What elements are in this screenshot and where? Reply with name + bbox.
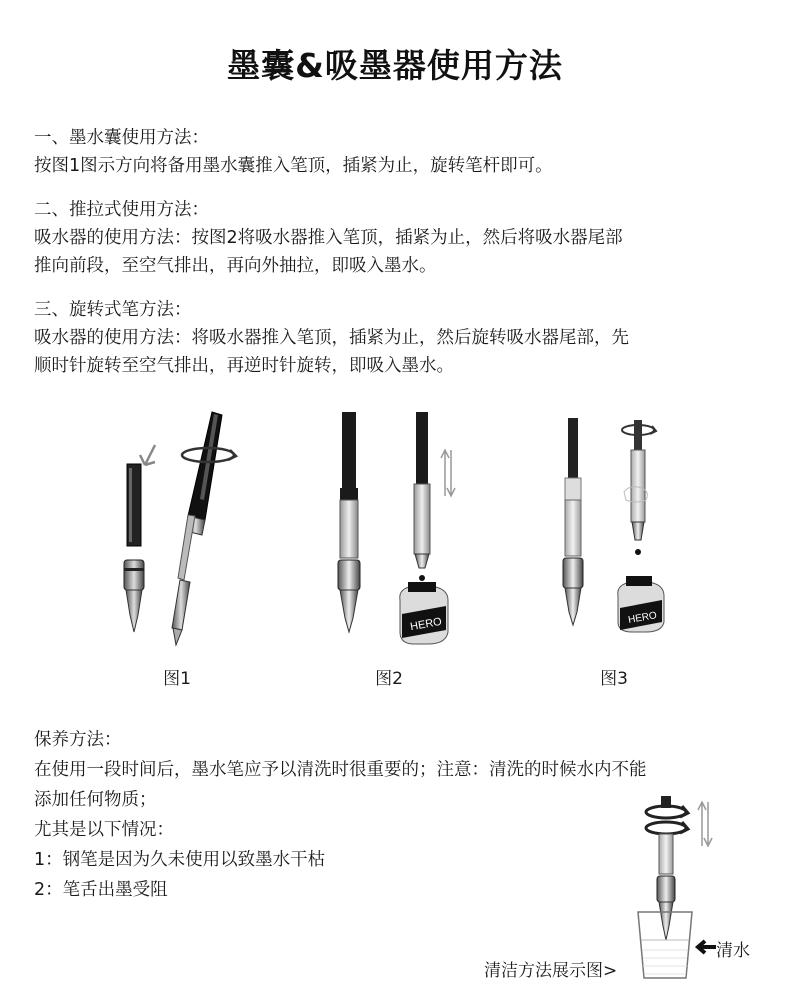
water-label: 清水 [716, 941, 750, 961]
bottle-label: HERO [627, 610, 658, 626]
page-title: 墨囊&吸墨器使用方法 [227, 46, 563, 85]
converter-pen-right [414, 412, 430, 581]
rotate-arrow-icon [646, 822, 688, 834]
ink-cartridge [127, 464, 141, 546]
section-text-line: 推向前段，至空气排出，再向外抽拉，即吸入墨水。 [34, 256, 437, 276]
bottle-label: HERO [409, 615, 443, 634]
section-heading: 二、推拉式使用方法： [34, 200, 209, 220]
up-down-arrow-icon [698, 802, 712, 846]
figure-1-illustration [110, 400, 250, 650]
section-text-line: 吸水器的使用方法：将吸水器推入笔顶，插紧为止，然后旋转吸水器尾部，先 [34, 328, 629, 348]
cleaning-caption: 清洁方法展示图> [484, 961, 618, 981]
section-rotary [34, 296, 629, 380]
figure-3-caption: 图3 [600, 669, 628, 689]
ink-bottle [618, 576, 664, 632]
section-ink-cartridge [34, 124, 553, 180]
converter-pen-right [631, 420, 645, 555]
section-text-line: 吸水器的使用方法：按图2将吸水器推入笔顶，插紧为止，然后将吸水器尾部 [34, 228, 623, 248]
arrow-left-icon [698, 941, 716, 953]
section-text-line: 1：钢笔是因为久未使用以致墨水干枯 [34, 850, 326, 870]
cleaning-illustration [630, 790, 720, 980]
section-heading: 三、旋转式笔方法： [34, 300, 192, 320]
figure-2-illustration [318, 400, 468, 650]
section-text-line: 按图1图示方向将备用墨水囊推入笔顶，插紧为止，旋转笔杆即可。 [34, 156, 553, 176]
figure-2-caption: 图2 [375, 669, 403, 689]
pen-section-nib [124, 560, 144, 632]
up-down-arrow-icon [441, 450, 455, 496]
arrow-down-icon [140, 445, 155, 465]
converter-pen-left [563, 418, 583, 625]
section-text-line: 2：笔舌出墨受阻 [34, 880, 168, 900]
section-maintenance [34, 725, 647, 905]
ink-bottle [400, 582, 448, 644]
section-push-pull [34, 196, 623, 280]
section-heading: 保养方法： [34, 730, 122, 750]
converter-pen-left [338, 412, 360, 632]
section-text-line: 顺时针旋转至空气排出，再逆时针旋转，即吸入墨水。 [34, 356, 454, 376]
section-heading: 一、墨水囊使用方法： [34, 128, 209, 148]
pen-section-nib [172, 515, 195, 645]
section-text-line: 尤其是以下情况： [34, 820, 174, 840]
figure-3-illustration [548, 400, 688, 650]
section-text-line: 添加任何物质； [34, 790, 157, 810]
figure-1-caption: 图1 [163, 669, 191, 689]
section-text-line: 在使用一段时间后，墨水笔应予以清洗时很重要的；注意：清洗的时候水内不能 [34, 760, 647, 780]
